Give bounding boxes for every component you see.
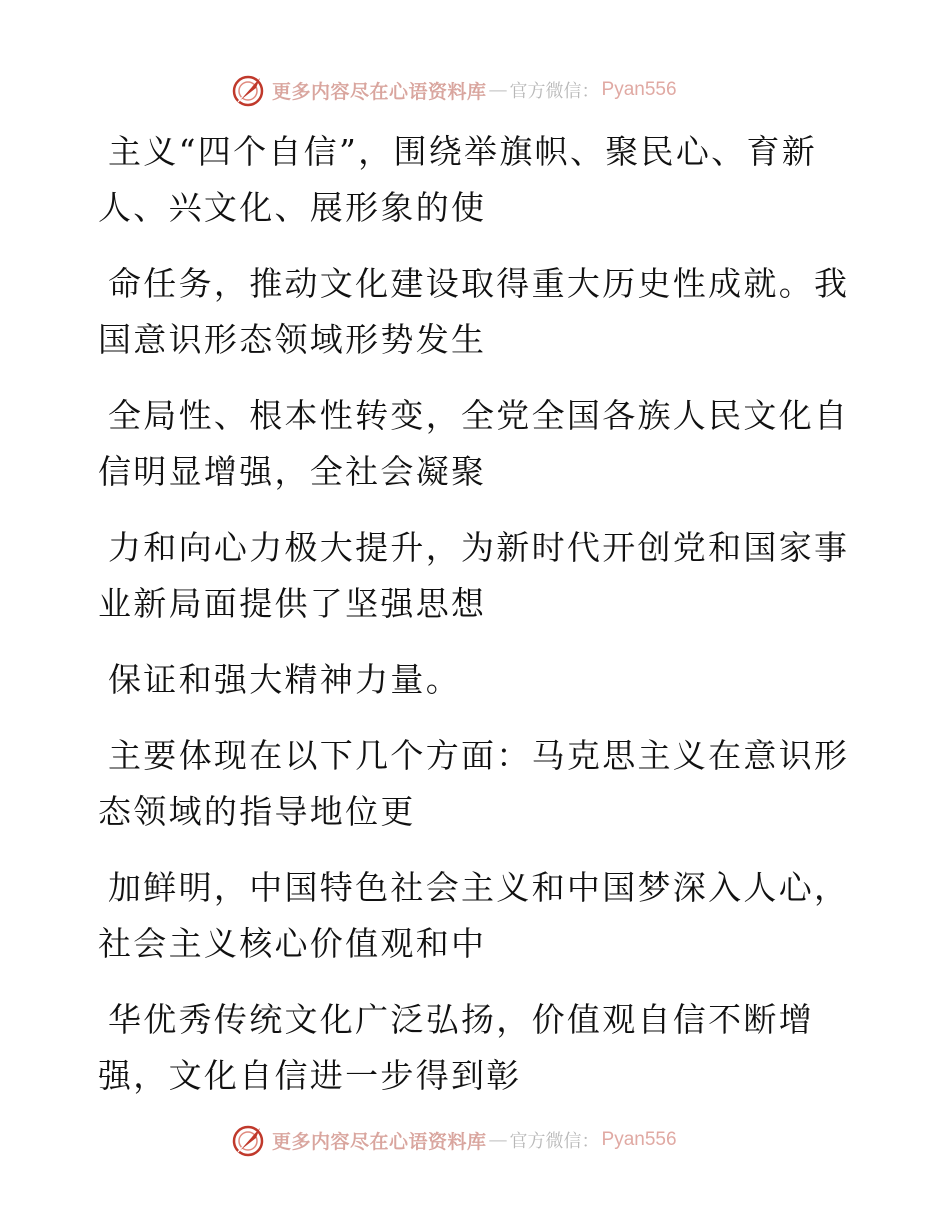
header-banner — [230, 70, 677, 110]
paragraph — [98, 388, 850, 500]
paragraph-line: 命任务，推动文化建设取得重大历史性成就。我 — [108, 264, 850, 303]
paragraph-line: 国意识形态领域形势发生 — [98, 320, 487, 359]
body-text — [98, 124, 850, 1124]
banner-dash: — — [488, 1129, 508, 1151]
banner-dash: — — [488, 79, 508, 101]
paragraph-line: 业新局面提供了坚强思想 — [98, 584, 487, 623]
paragraph-line: 信明显增强，全社会凝聚 — [98, 452, 487, 491]
paragraph-line: 人、兴文化、展形象的使 — [98, 188, 487, 227]
quill-logo-icon — [230, 1122, 266, 1158]
wechat-id: Pyan556 — [601, 1129, 677, 1150]
paragraph-line: 强，文化自信进一步得到彰 — [98, 1056, 522, 1095]
paragraph — [98, 652, 838, 708]
paragraph — [98, 992, 838, 1104]
paragraph-line: 华优秀传统文化广泛弘扬，价值观自信不断增 — [108, 1000, 814, 1039]
paragraph-line: 态领域的指导地位更 — [98, 792, 416, 831]
paragraph — [98, 520, 850, 632]
paragraph-line: 主义“四个自信”，围绕举旗帜、聚民心、育新 — [108, 132, 818, 171]
paragraph — [98, 860, 850, 972]
wechat-label: 官方微信： — [509, 81, 600, 102]
wechat-label: 官方微信： — [509, 1131, 600, 1152]
quill-logo-icon — [230, 72, 266, 108]
paragraph — [98, 256, 850, 368]
paragraph — [98, 124, 838, 236]
paragraph-line: 主要体现在以下几个方面：马克思主义在意识形 — [108, 736, 850, 775]
site-name: 更多内容尽在心语资料库 — [272, 1130, 487, 1153]
paragraph-line: 全局性、根本性转变，全党全国各族人民文化自 — [108, 396, 850, 435]
paragraph-line: 加鲜明，中国特色社会主义和中国梦深入人心， — [108, 868, 850, 907]
footer-banner — [230, 1120, 677, 1160]
site-name: 更多内容尽在心语资料库 — [272, 80, 487, 103]
wechat-id: Pyan556 — [601, 79, 677, 100]
paragraph-line: 力和向心力极大提升，为新时代开创党和国家事 — [108, 528, 850, 567]
paragraph-line: 保证和强大精神力量。 — [108, 660, 461, 699]
paragraph-line: 社会主义核心价值观和中 — [98, 924, 487, 963]
paragraph — [98, 728, 850, 840]
